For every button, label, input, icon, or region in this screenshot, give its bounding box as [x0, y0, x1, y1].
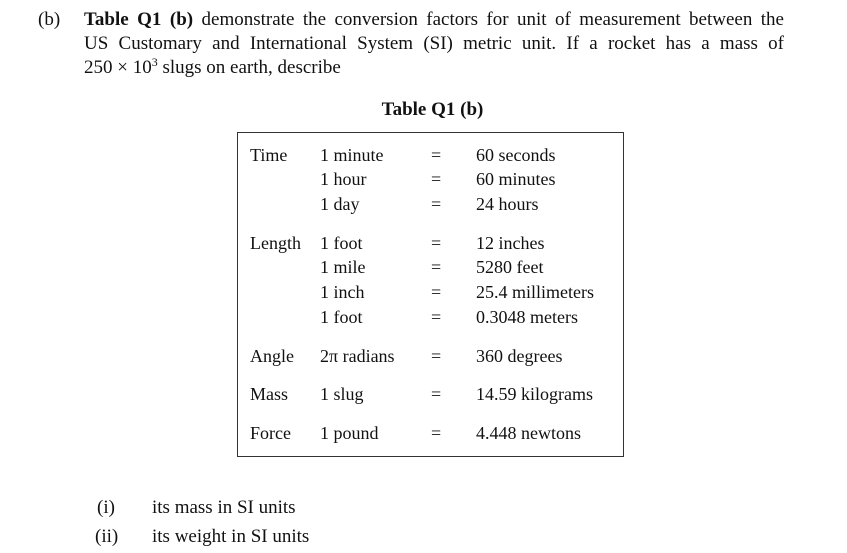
row-value: 0.3048 meters [476, 307, 578, 327]
row-value: 24 hours [476, 194, 539, 214]
row-value: 14.59 kilograms [476, 384, 593, 404]
row-quantity: Force [250, 423, 291, 443]
row-quantity: Time [250, 145, 288, 165]
row-equals: = [431, 194, 442, 214]
question-text [84, 8, 784, 80]
row-unit: 1 foot [320, 307, 363, 327]
row-unit: 2π radians [320, 346, 395, 366]
row-value: 360 degrees [476, 346, 563, 366]
table-reference: Table Q1 (b) [84, 9, 194, 30]
row-equals: = [431, 423, 442, 443]
row-value: 60 minutes [476, 169, 556, 189]
mass-coefficient: 250 × 10 [84, 57, 152, 78]
row-unit: 1 slug [320, 384, 364, 404]
row-unit: 1 minute [320, 145, 384, 165]
row-value: 60 seconds [476, 145, 556, 165]
question-label: (b) [38, 9, 61, 30]
question-line-1 [84, 8, 784, 32]
row-equals: = [431, 169, 442, 189]
row-unit: 1 inch [320, 282, 365, 302]
row-equals: = [431, 384, 442, 404]
row-equals: = [431, 145, 442, 165]
row-equals: = [431, 282, 442, 302]
row-equals: = [431, 307, 442, 327]
row-quantity: Mass [250, 384, 289, 404]
subquestion-label-ii: (ii) [95, 526, 119, 547]
conversion-table [237, 132, 624, 457]
row-equals: = [431, 346, 442, 366]
row-value: 4.448 newtons [476, 423, 581, 443]
row-value: 5280 feet [476, 257, 544, 277]
row-unit: 1 mile [320, 257, 366, 277]
row-quantity: Length [250, 233, 301, 253]
question-line-2: US Customary and International System (SI) metric unit. If a rocket has a mass of [84, 33, 784, 54]
row-value: 25.4 millimeters [476, 282, 594, 302]
question-line-3-rest: slugs on earth, describe [157, 57, 341, 78]
subquestion-label-i: (i) [97, 497, 115, 518]
question-line-1-rest: demonstrate the conversion factors for unit of measurement between the [193, 9, 784, 30]
row-unit: 1 foot [320, 233, 363, 253]
row-unit: 1 day [320, 194, 360, 214]
subquestion-text-i: its mass in SI units [152, 497, 296, 518]
mass-exponent: 3 [151, 55, 158, 69]
row-equals: = [431, 257, 442, 277]
row-equals: = [431, 233, 442, 253]
question-line-3 [84, 56, 784, 80]
row-unit: 1 pound [320, 423, 379, 443]
row-value: 12 inches [476, 233, 545, 253]
table-title: Table Q1 (b) [381, 99, 484, 120]
row-unit: 1 hour [320, 169, 367, 189]
subquestion-text-ii: its weight in SI units [152, 526, 310, 547]
row-quantity: Angle [250, 346, 294, 366]
